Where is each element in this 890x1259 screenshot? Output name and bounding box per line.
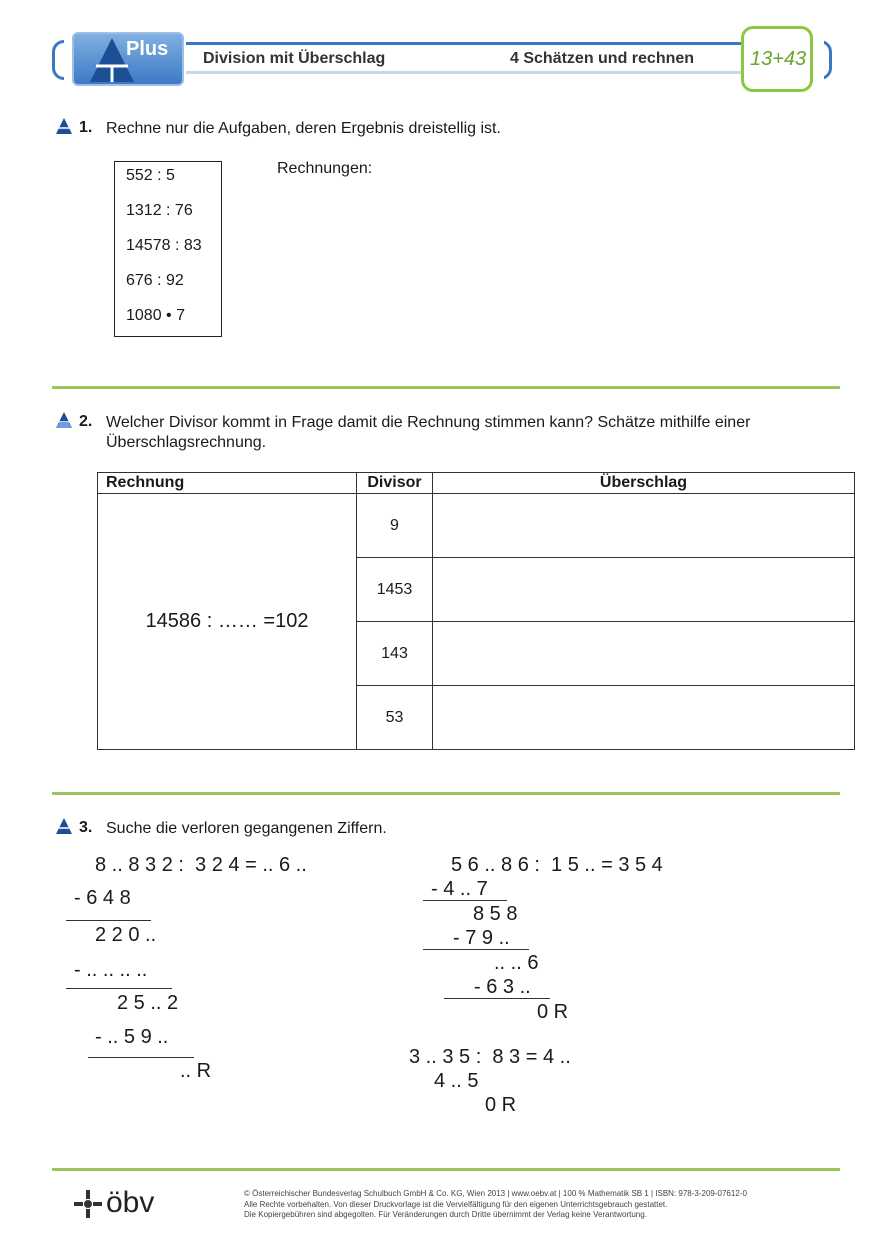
left-division-line: 2 5 .. 2 bbox=[117, 992, 179, 1014]
q2-number: 2. bbox=[79, 413, 93, 430]
left-division-line: 8 .. 8 3 2 : 3 2 4 = .. 6 .. bbox=[95, 854, 307, 876]
divisor-cell: 143 bbox=[357, 622, 433, 686]
q3-number: 3. bbox=[79, 819, 93, 836]
q1-text: Rechne nur die Aufgaben, deren Ergebnis dreistellig ist. bbox=[106, 120, 501, 137]
right-division-rule bbox=[444, 998, 550, 999]
rechnung-cell: 14586 : …… =102 bbox=[98, 494, 357, 750]
q1-task-box bbox=[114, 161, 222, 337]
col-header-divisor: Divisor bbox=[357, 473, 433, 494]
q2-text: Welcher Divisor kommt in Frage damit die Rechnung stimmen kann? Schätze mithilfe einer Überschlagsrechnung. bbox=[106, 414, 751, 451]
footer-line: © Österreichischer Bundesverlag Schulbuch GmbH & Co. KG, Wien 2013 | www.oebv.at | 100 % Mathematik SB 1 | ISBN: 978-3-209-07612-0 bbox=[244, 1189, 747, 1198]
right-division-line: - 4 .. 7 bbox=[431, 878, 488, 900]
header-top-line bbox=[186, 42, 746, 45]
difficulty-1-icon bbox=[55, 117, 73, 135]
right-division-line: .. .. 6 bbox=[494, 952, 539, 974]
right-division-line: - 7 9 .. bbox=[453, 927, 510, 949]
chapter-title: 4 Schätzen und rechnen bbox=[510, 50, 695, 67]
left-division-rule bbox=[66, 920, 151, 921]
section-divider bbox=[52, 792, 840, 795]
right-division-rule bbox=[423, 949, 529, 950]
publisher-logo: öbv bbox=[106, 1186, 155, 1219]
bottom-division-line: 4 .. 5 bbox=[434, 1070, 479, 1092]
chapter-badge-text: 13+43 bbox=[750, 48, 807, 70]
q1-task: 14578 : 83 bbox=[126, 237, 202, 254]
col-header-ueberschlag: Überschlag bbox=[433, 473, 855, 494]
section-divider bbox=[52, 1168, 840, 1171]
left-division-line: - 6 4 8 bbox=[74, 887, 131, 909]
bottom-division-line: 0 R bbox=[485, 1094, 517, 1116]
q1-task: 1080 • 7 bbox=[126, 307, 185, 324]
left-division-line: - .. 5 9 .. bbox=[95, 1026, 169, 1048]
section-divider bbox=[52, 386, 840, 389]
q1-task: 676 : 92 bbox=[126, 272, 184, 289]
divisor-cell: 1453 bbox=[357, 558, 433, 622]
q1-number: 1. bbox=[79, 119, 93, 136]
divisor-table bbox=[97, 472, 855, 750]
ueberschlag-answer-cell[interactable] bbox=[433, 622, 855, 686]
page-title: Division mit Überschlag bbox=[203, 50, 386, 67]
footer-text bbox=[244, 1189, 747, 1221]
q3-text: Suche die verloren gegangenen Ziffern. bbox=[106, 820, 387, 837]
divisor-cell: 53 bbox=[357, 686, 433, 750]
divisor-cell: 9 bbox=[357, 494, 433, 558]
right-division-line: 0 R bbox=[537, 1001, 569, 1023]
q1-calc-label: Rechnungen: bbox=[277, 160, 373, 177]
right-division-line: 5 6 .. 8 6 : 1 5 .. = 3 5 4 bbox=[451, 854, 663, 876]
left-division-line: .. R bbox=[180, 1060, 212, 1082]
right-division-line: - 6 3 .. bbox=[474, 976, 531, 998]
difficulty-3-icon bbox=[55, 817, 73, 835]
logo-label: Plus bbox=[126, 38, 169, 60]
q1-task: 1312 : 76 bbox=[126, 202, 193, 219]
bottom-division-line: 3 .. 3 5 : 8 3 = 4 .. bbox=[409, 1046, 571, 1068]
left-division-line: 2 2 0 .. bbox=[95, 924, 157, 946]
obv-star-icon bbox=[74, 1190, 102, 1218]
ueberschlag-answer-cell[interactable] bbox=[433, 494, 855, 558]
right-division-rule bbox=[423, 900, 507, 901]
header-bottom-line bbox=[186, 71, 746, 74]
q1-task: 552 : 5 bbox=[126, 167, 175, 184]
ueberschlag-answer-cell[interactable] bbox=[433, 558, 855, 622]
right-division-line: 8 5 8 bbox=[473, 903, 518, 925]
left-division-rule bbox=[66, 988, 172, 989]
col-header-rechnung: Rechnung bbox=[98, 473, 357, 494]
left-division-rule bbox=[88, 1057, 194, 1058]
footer-line: Alle Rechte vorbehalten. Von dieser Druckvorlage ist die Vervielfältigung für den eigenen Unterrichtsgebrauch gestattet. bbox=[244, 1199, 668, 1209]
footer-line: Die Kopiergebühren sind abgegolten. Für Veränderungen durch Dritte übernimmt der Verlag keine Verantwortung. bbox=[244, 1210, 647, 1219]
difficulty-2-icon bbox=[55, 411, 73, 429]
left-division-line: - .. .. .. .. bbox=[74, 959, 148, 981]
ueberschlag-answer-cell[interactable] bbox=[433, 686, 855, 750]
